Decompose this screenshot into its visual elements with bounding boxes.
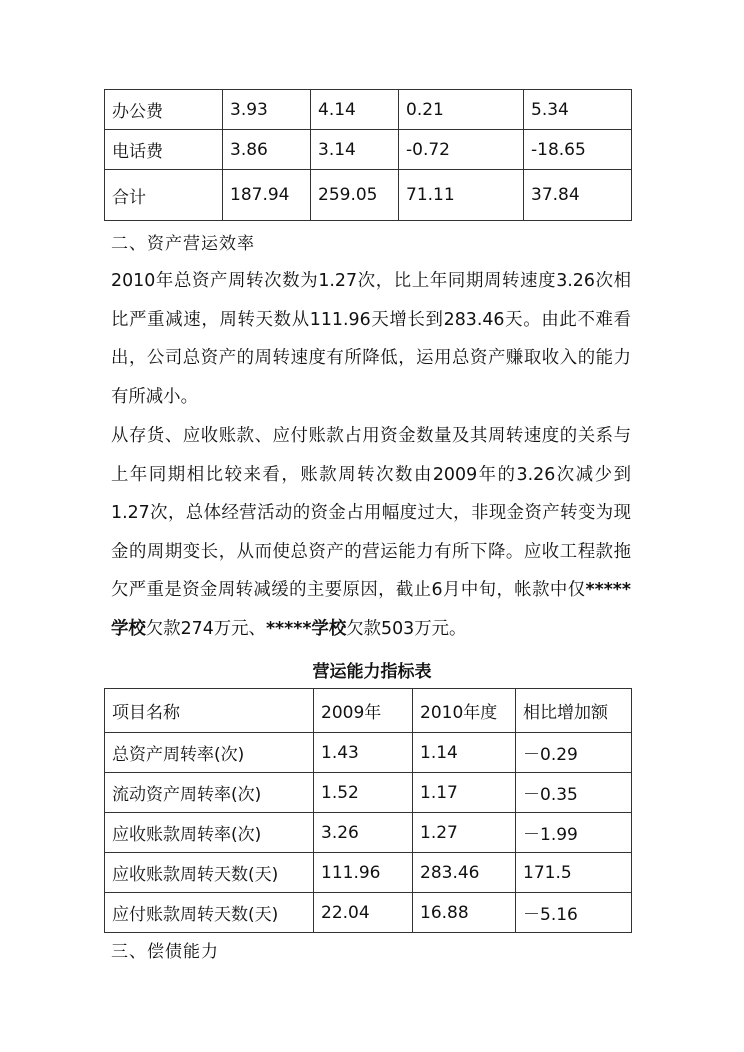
table-cell: －5.16	[516, 893, 632, 933]
table-cell: 1.17	[413, 773, 516, 813]
table-cell: 259.05	[311, 170, 399, 221]
table-cell: 16.88	[413, 893, 516, 933]
table-cell: 171.5	[516, 853, 632, 893]
table-header-cell: 2010年度	[413, 689, 516, 733]
table-header-cell: 2009年	[314, 689, 413, 733]
table-cell: 71.11	[399, 170, 524, 221]
table-row	[105, 130, 632, 170]
table-cell: 应收账款周转天数(天)	[105, 853, 314, 893]
cost-table	[104, 89, 632, 221]
table-cell: 3.86	[223, 130, 311, 170]
table-cell: －1.99	[516, 813, 632, 853]
table-cell: 3.26	[314, 813, 413, 853]
table-cell: 22.04	[314, 893, 413, 933]
debt-text: 欠款503万元。	[346, 618, 467, 639]
table-cell: －0.35	[516, 773, 632, 813]
table-cell: 应收账款周转率(次)	[105, 813, 314, 853]
table-cell: 0.21	[399, 90, 524, 130]
table-cell: 流动资产周转率(次)	[105, 773, 314, 813]
table-header-cell: 相比增加额	[516, 689, 632, 733]
table-cell: 3.93	[223, 90, 311, 130]
table-cell: 1.27	[413, 813, 516, 853]
table-cell: 283.46	[413, 853, 516, 893]
debt-text: 欠款274万元、	[145, 618, 266, 639]
efficiency-table	[104, 688, 632, 933]
table-header-cell: 项目名称	[105, 689, 314, 733]
table-cell: 187.94	[223, 170, 311, 221]
table-cell: －0.29	[516, 733, 632, 773]
table-cell: 5.34	[524, 90, 632, 130]
table-row	[105, 813, 632, 853]
table-header-row	[105, 689, 632, 733]
table-cell: -0.72	[399, 130, 524, 170]
table-cell: 合计	[105, 170, 223, 221]
table-row	[105, 893, 632, 933]
section-heading: 三、偿债能力	[111, 942, 219, 962]
table-cell: 37.84	[524, 170, 632, 221]
table-cell: 1.14	[413, 733, 516, 773]
table-cell: 1.43	[314, 733, 413, 773]
paragraph-text: 从存货、应收账款、应付账款占用资金数量及其周转速度的关系与上年同期相比较来看，账款周转次数由2009年的3.26次减少到1.27次，总体经营活动的资金占用幅度过大，非现金资产转变为现金的周期变长，从而使总资产的营运能力有所下降。应收工程款拖欠严重是资金周转减缓的主要原因，截止6月中旬，帐款中仅	[111, 426, 631, 600]
paragraph	[111, 417, 631, 648]
table-row	[105, 170, 632, 221]
table-cell: 4.14	[311, 90, 399, 130]
table-cell: 111.96	[314, 853, 413, 893]
table-cell: 电话费	[105, 130, 223, 170]
table-cell: -18.65	[524, 130, 632, 170]
table-cell: 办公费	[105, 90, 223, 130]
table-title: 营运能力指标表	[312, 662, 432, 682]
table-cell: 1.52	[314, 773, 413, 813]
school-name: *****学校	[265, 618, 347, 639]
table-row	[105, 853, 632, 893]
table-cell: 总资产周转率(次)	[105, 733, 314, 773]
section-heading: 二、资产营运效率	[111, 234, 255, 254]
paragraph: 2010年总资产周转次数为1.27次，比上年同期周转速度3.26次相比严重减速，周转天数从111.96天增长到283.46天。由此不难看出，公司总资产的周转速度有所降低，运用总资产赚取收入的能力有所减小。	[111, 271, 631, 407]
school-name: *****学校	[111, 580, 631, 639]
table-cell: 3.14	[311, 130, 399, 170]
table-row	[105, 733, 632, 773]
table-cell: 应付账款周转天数(天)	[105, 893, 314, 933]
table-row	[105, 773, 632, 813]
table-row	[105, 90, 632, 130]
